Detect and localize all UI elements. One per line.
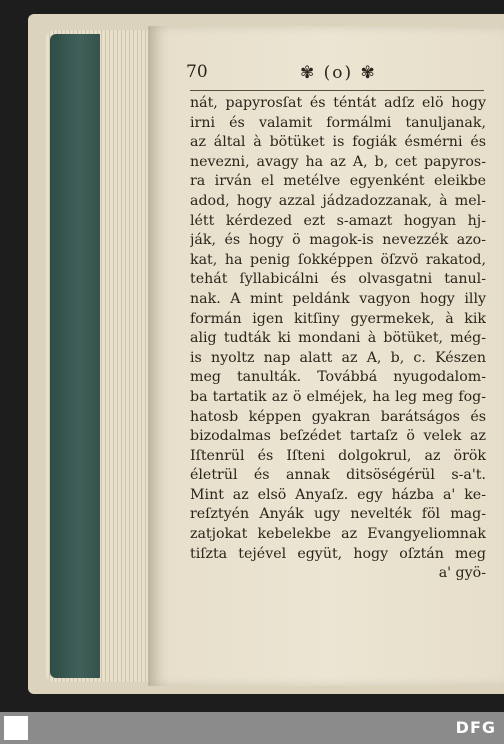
text-line: ra irván el metélve egyenként eleikbe (190, 173, 486, 190)
text-line: az által à bötüket is fogiák ésmérni és (190, 134, 486, 151)
text-line: Iſtenrül és Iſteni dolgokrul, az örök (190, 447, 486, 464)
text-line: nát, papyrosſat és téntát adſz elö hogy (190, 95, 486, 111)
dfg-logo: DFG (455, 718, 496, 737)
catchword: a' gyö- (438, 565, 486, 582)
cover-spine-strip (50, 34, 100, 678)
text-line: is nyoltz nap alatt az A, b, c. Készen (190, 349, 486, 366)
page-header (186, 62, 486, 88)
text-line: zatjokat kebelekbe az Evangyeliomnak (190, 526, 486, 543)
header-rule (190, 90, 484, 91)
text-line: Mint az elsö Anyaſz. egy házba a' ke- (190, 486, 486, 503)
text-line: irni és valamit formálmi tanuljanak, (190, 114, 486, 131)
text-line: ják, és hogy ö magok-is nevezzék azo- (190, 232, 486, 249)
text-line: életrül és annak ditsöségérül s-a't. (190, 467, 486, 484)
text-line: ba tartatik az ö elméjek, ha leg meg fog- (190, 388, 486, 405)
text-line: nak. A mint peldánk vagyon hogy illy (190, 290, 486, 307)
library-logo (4, 716, 28, 740)
text-line: adod, hogy azzal jádzadozzanak, à mel- (190, 192, 486, 209)
text-line: tehát ſyllabicálni és olvasgatni tanul- (190, 271, 486, 288)
body-text (190, 94, 486, 584)
text-line: létt kérdezed ezt s-amazt hogyan hj- (190, 212, 486, 229)
viewer-footer-bar (0, 712, 504, 744)
text-line: kat, ha penig ſokképpen öſzvö rakatod, (190, 251, 486, 268)
text-line: bizodalmas beſzédet tartaſz ö velek az (190, 428, 486, 445)
text-line: meg tanulták. Továbbá nyugodalom- (190, 369, 486, 386)
page-number: 70 (186, 62, 208, 82)
text-line: tiſzta tejével együt, hogy oſztán meg (190, 545, 486, 562)
text-line: reſztyén Anyák ugy nevelték föl mag- (190, 506, 486, 523)
text-line: hatosb képpen gyakran barátságos és (190, 408, 486, 425)
text-line: alig tudták ki mondani à bötüket, még- (190, 330, 486, 347)
header-ornament: ✾ (o) ✾ (300, 63, 377, 83)
text-line: formán igen kitſiny gyermekek, à kik (190, 310, 486, 327)
text-line: nevezni, avagy ha az A, b, cet papyros- (190, 153, 486, 170)
